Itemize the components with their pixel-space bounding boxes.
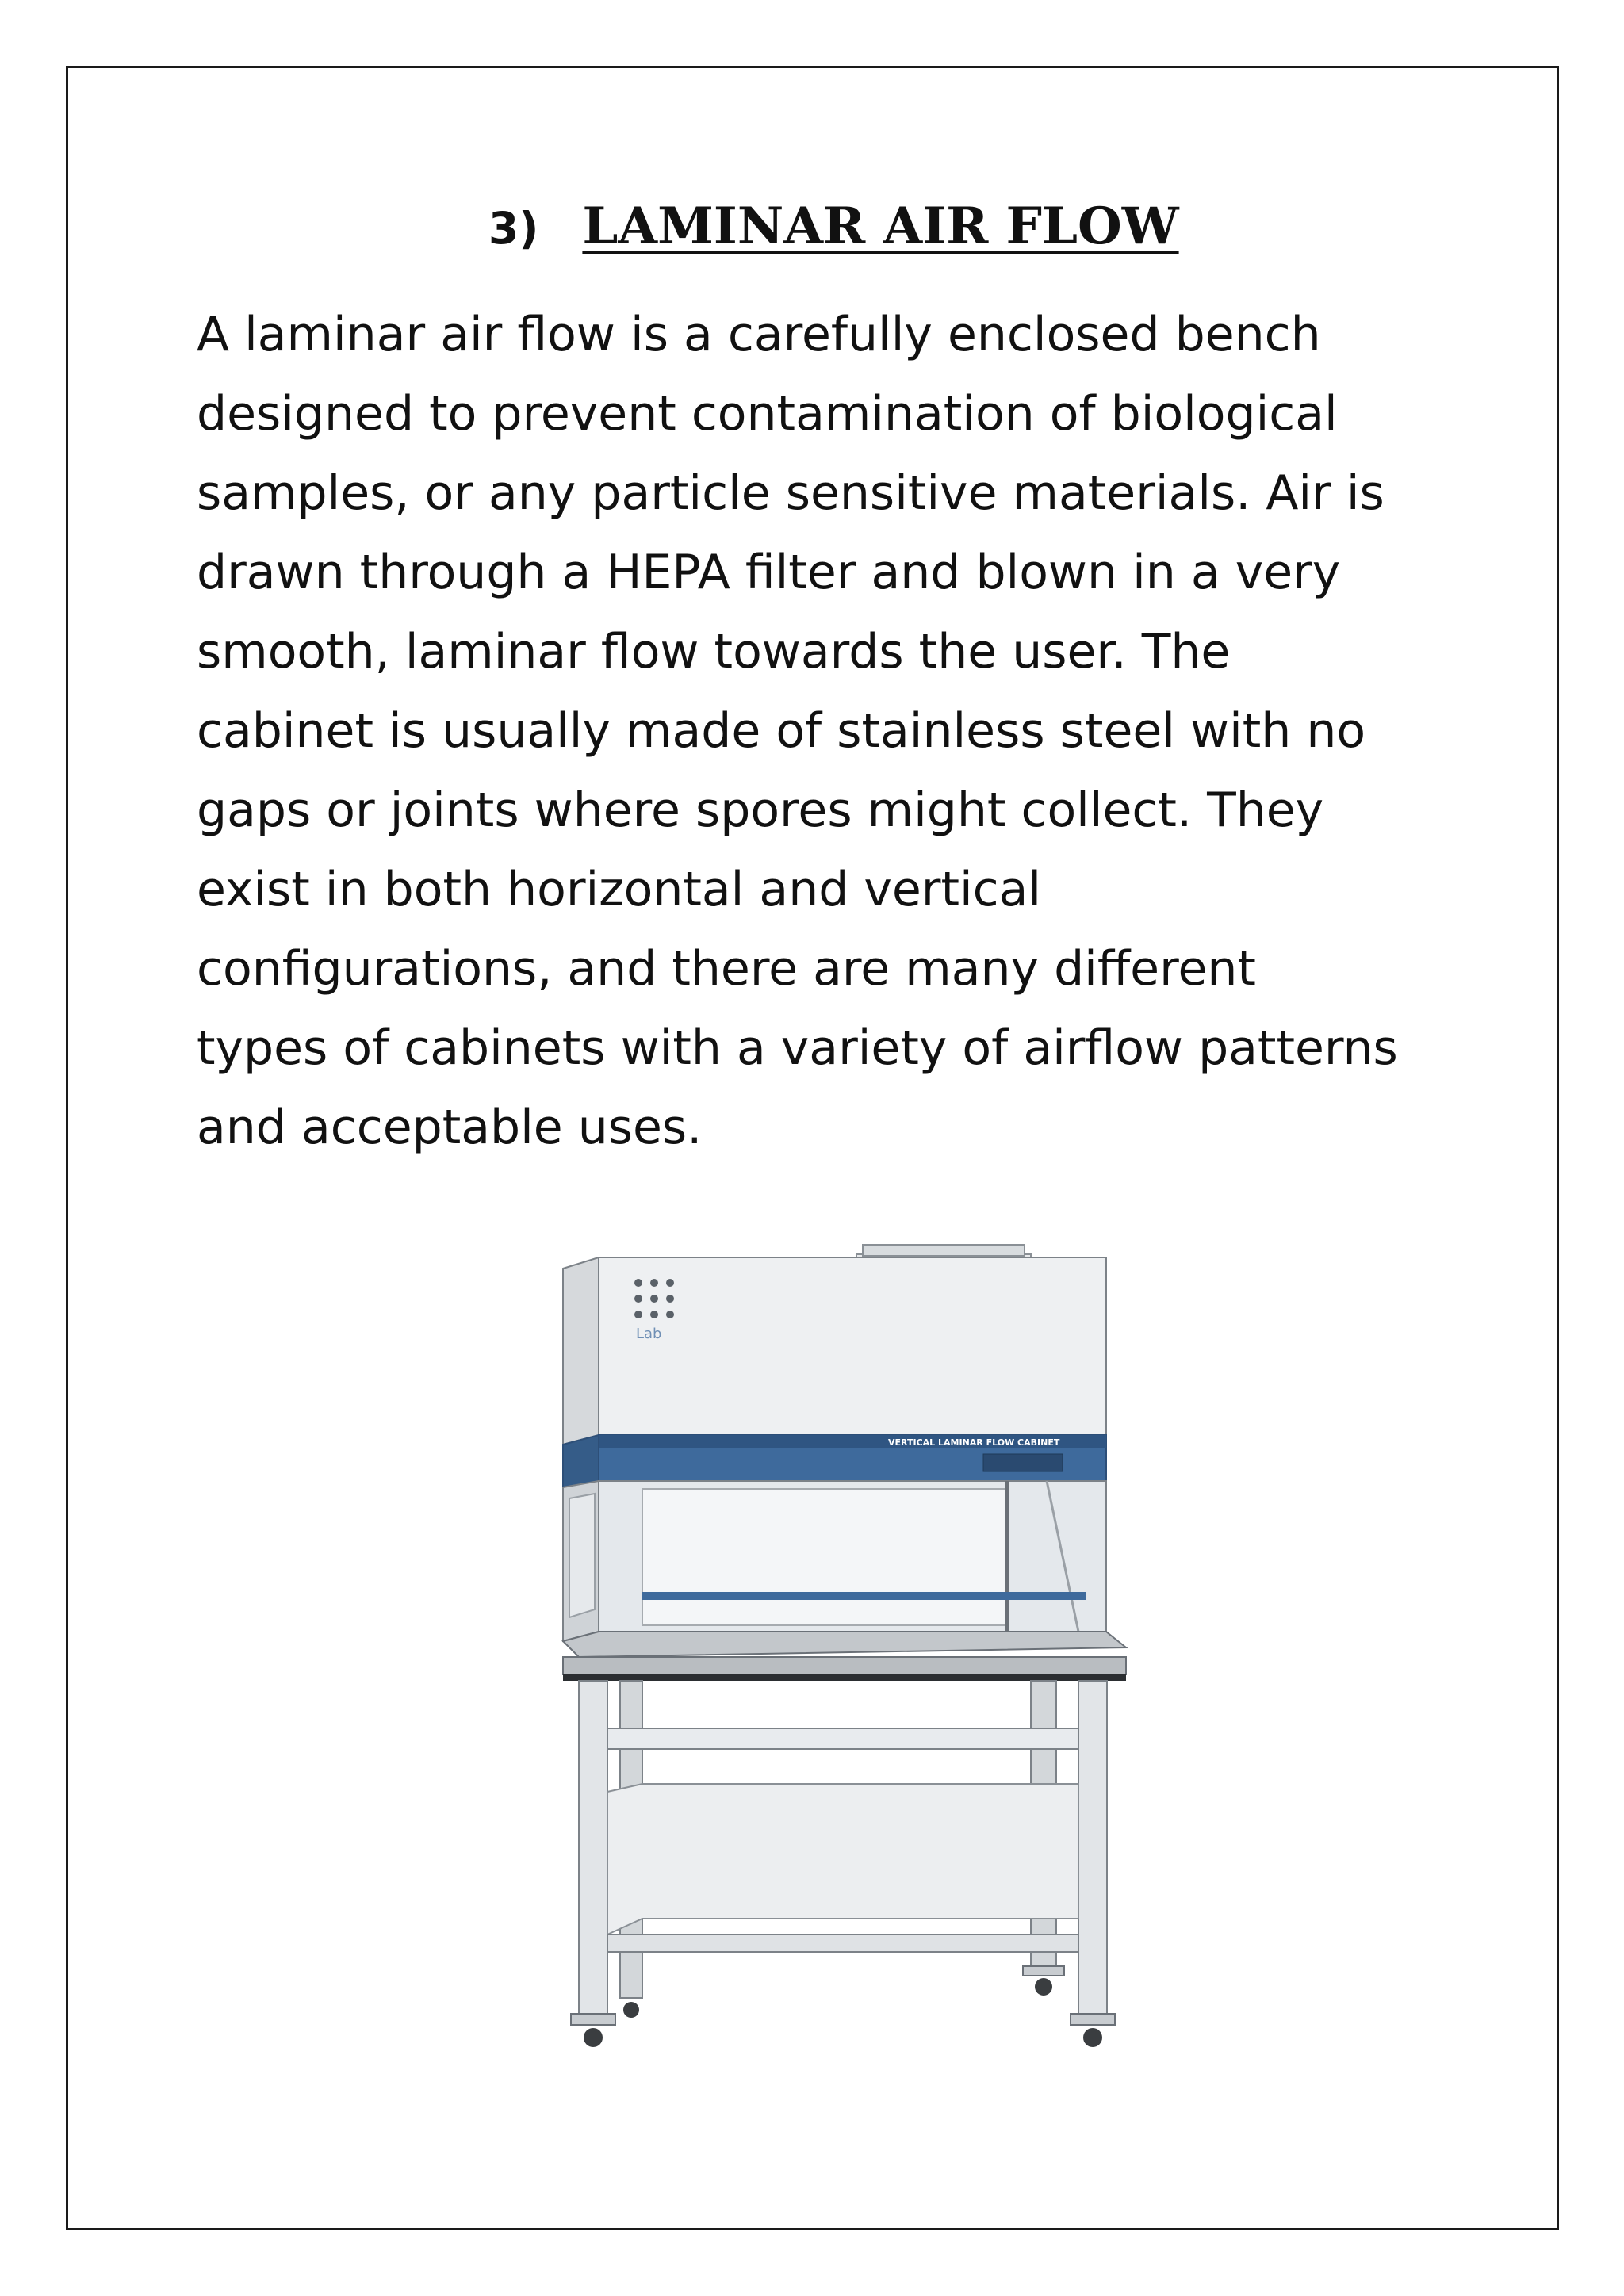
body-line: designed to prevent contamination of biological xyxy=(197,386,1338,442)
heading-title: LAMINAR AIR FLOW xyxy=(582,197,1179,256)
body-line: drawn through a HEPA filter and blown in a very xyxy=(197,545,1341,600)
body-line: configurations, and there are many different xyxy=(197,941,1256,997)
heading-number: 3) xyxy=(488,203,539,254)
body-line: and acceptable uses. xyxy=(197,1100,703,1155)
banner-text: VERTICAL LAMINAR FLOW CABINET xyxy=(888,1437,1060,1448)
body-line: smooth, laminar flow towards the user. The xyxy=(197,624,1231,679)
brand-logo-text: Lab xyxy=(636,1326,662,1342)
body-line: cabinet is usually made of stainless steel with no xyxy=(197,703,1366,759)
section-heading xyxy=(488,197,1179,268)
body-line: types of cabinets with a variety of airflow patterns xyxy=(197,1020,1398,1076)
body-paragraph xyxy=(197,295,1497,1167)
body-line: A laminar air flow is a carefully enclosed bench xyxy=(197,307,1321,362)
body-line: samples, or any particle sensitive materials. Air is xyxy=(197,465,1385,521)
laminar-flow-cabinet-icon xyxy=(523,1237,1158,2077)
body-line: gaps or joints where spores might collect. They xyxy=(197,783,1324,838)
laminar-flow-cabinet-image xyxy=(523,1237,1158,2077)
body-line: exist in both horizontal and vertical xyxy=(197,862,1042,917)
